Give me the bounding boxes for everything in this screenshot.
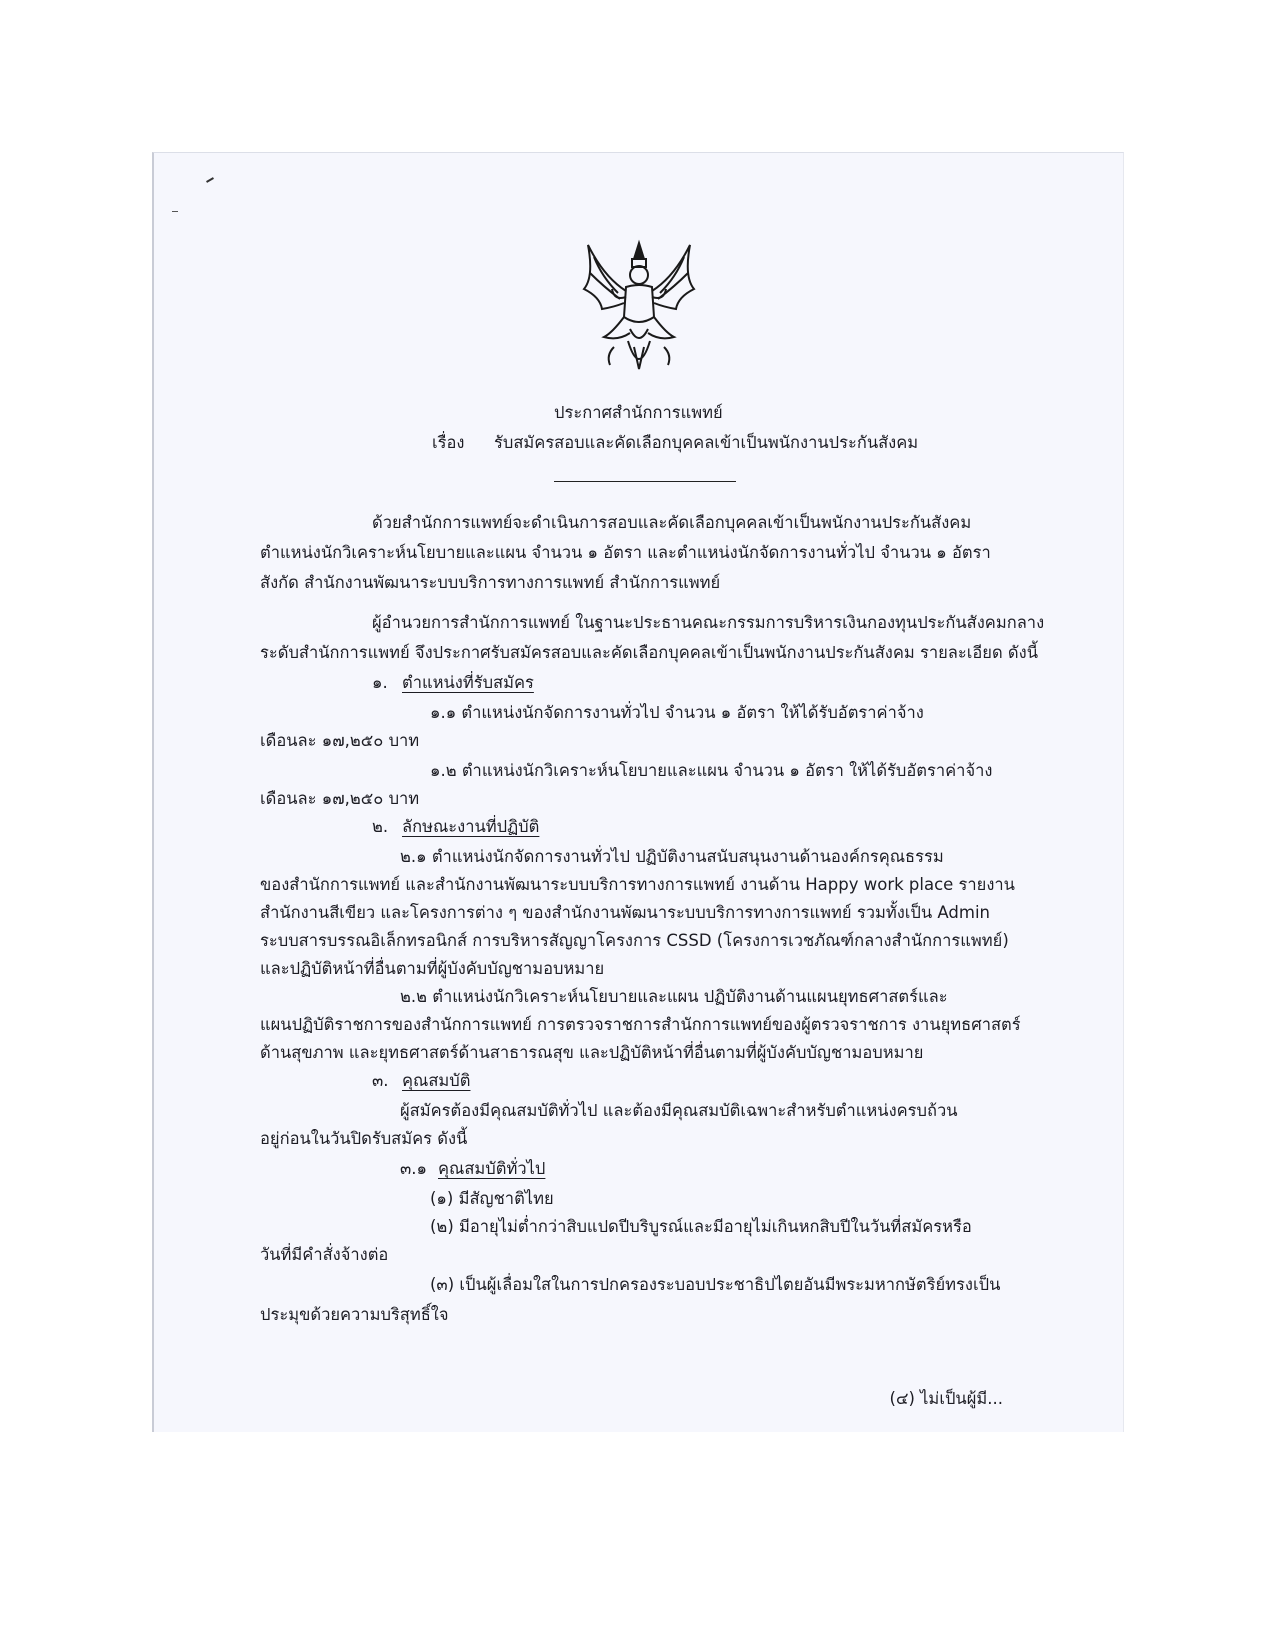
qualification-3-line-2: ประมุขด้วยความบริสุทธิ์ใจ — [260, 1305, 449, 1324]
page-title: ประกาศสำนักการแพทย์ — [554, 403, 723, 422]
scan-mark — [172, 211, 178, 212]
section-3-number: ๓. — [372, 1071, 389, 1090]
section-3-heading: คุณสมบัติ — [402, 1071, 471, 1090]
section-3-sub-heading: คุณสมบัติทั่วไป — [438, 1159, 546, 1178]
section-1-heading: ตำแหน่งที่รับสมัคร — [402, 673, 534, 692]
garuda-emblem-icon — [574, 237, 704, 383]
section-2-heading: ลักษณะงานที่ปฏิบัติ — [402, 817, 540, 836]
intro-line-3: สังกัด สำนักงานพัฒนาระบบบริการทางการแพทย์ สำนักการแพทย์ — [260, 573, 721, 592]
section-2-item-1-line-3: สำนักงานสีเขียว และโครงการต่าง ๆ ของสำนักงานพัฒนาระบบบริการทางการแพทย์ รวมทั้งเป็น Admin — [260, 903, 990, 922]
scan-mark — [206, 177, 214, 183]
qualification-1: (๑) มีสัญชาติไทย — [430, 1189, 554, 1208]
section-3-sub-number: ๓.๑ — [400, 1159, 427, 1178]
qualification-2-line-1: (๒) มีอายุไม่ต่ำกว่าสิบแปดปีบริบูรณ์และมีอายุไม่เกินหกสิบปีในวันที่สมัครหรือ — [430, 1217, 972, 1236]
section-3-intro-line-1: ผู้สมัครต้องมีคุณสมบัติทั่วไป และต้องมีคุณสมบัติเฉพาะสำหรับตำแหน่งครบถ้วน — [400, 1101, 958, 1120]
announce-line-1: ผู้อำนวยการสำนักการแพทย์ ในฐานะประธานคณะกรรมการบริหารเงินกองทุนประกันสังคมกลาง — [372, 613, 1045, 632]
section-3-intro-line-2: อยู่ก่อนในวันปิดรับสมัคร ดังนี้ — [260, 1129, 468, 1148]
section-1-number: ๑. — [372, 673, 388, 692]
section-2-item-1-line-4: ระบบสารบรรณอิเล็กทรอนิกส์ การบริหารสัญญาโครงการ CSSD (โครงการเวชภัณฑ์กลางสำนักการแพทย์) — [260, 931, 1009, 950]
document-page — [152, 152, 1124, 1432]
continuation-note: (๔) ไม่เป็นผู้มี... — [889, 1389, 1003, 1408]
section-2-item-1-line-1: ๒.๑ ตำแหน่งนักจัดการงานทั่วไป ปฏิบัติงานสนับสนุนงานด้านองค์กรคุณธรรม — [400, 847, 944, 866]
section-2-item-2-line-2: แผนปฏิบัติราชการของสำนักการแพทย์ การตรวจราชการสำนักการแพทย์ของผู้ตรวจราชการ งานยุทธศาสตร์ — [260, 1015, 1021, 1034]
intro-line-2: ตำแหน่งนักวิเคราะห์นโยบายและแผน จำนวน ๑ อัตรา และตำแหน่งนักจัดการงานทั่วไป จำนวน ๑ อัตรา — [260, 543, 991, 562]
qualification-2-line-2: วันที่มีคำสั่งจ้างต่อ — [260, 1245, 389, 1264]
section-2-item-2-line-3: ด้านสุขภาพ และยุทธศาสตร์ด้านสาธารณสุข และปฏิบัติหน้าที่อื่นตามที่ผู้บังคับบัญชามอบหมาย — [260, 1043, 924, 1062]
subject-label: เรื่อง — [432, 433, 465, 452]
subject-text: รับสมัครสอบและคัดเลือกบุคคลเข้าเป็นพนักงานประกันสังคม — [494, 433, 919, 452]
section-2-item-2-line-1: ๒.๒ ตำแหน่งนักวิเคราะห์นโยบายและแผน ปฏิบัติงานด้านแผนยุทธศาสตร์และ — [400, 987, 948, 1006]
announce-line-2: ระดับสำนักการแพทย์ จึงประกาศรับสมัครสอบและคัดเลือกบุคคลเข้าเป็นพนักงานประกันสังคม รายละเอียด ดังนี้ — [260, 643, 1038, 662]
section-2-item-1-line-5: และปฏิบัติหน้าที่อื่นตามที่ผู้บังคับบัญชามอบหมาย — [260, 959, 605, 978]
title-divider — [554, 481, 736, 482]
section-2-number: ๒. — [372, 817, 389, 836]
section-2-item-1-line-2: ของสำนักการแพทย์ และสำนักงานพัฒนาระบบบริการทางการแพทย์ งานด้าน Happy work place รายงาน — [260, 875, 1015, 894]
section-1-item-2-cont: เดือนละ ๑๗,๒๕๐ บาท — [260, 789, 420, 808]
section-1-item-1-cont: เดือนละ ๑๗,๒๕๐ บาท — [260, 731, 420, 750]
qualification-3-line-1: (๓) เป็นผู้เลื่อมใสในการปกครองระบอบประชาธิปไตยอันมีพระมหากษัตริย์ทรงเป็น — [430, 1275, 1001, 1294]
intro-line-1: ด้วยสำนักการแพทย์จะดำเนินการสอบและคัดเลือกบุคคลเข้าเป็นพนักงานประกันสังคม — [372, 513, 972, 532]
section-1-item-2: ๑.๒ ตำแหน่งนักวิเคราะห์นโยบายและแผน จำนวน ๑ อัตรา ให้ได้รับอัตราค่าจ้าง — [430, 761, 993, 780]
section-1-item-1: ๑.๑ ตำแหน่งนักจัดการงานทั่วไป จำนวน ๑ อัตรา ให้ได้รับอัตราค่าจ้าง — [430, 703, 924, 722]
